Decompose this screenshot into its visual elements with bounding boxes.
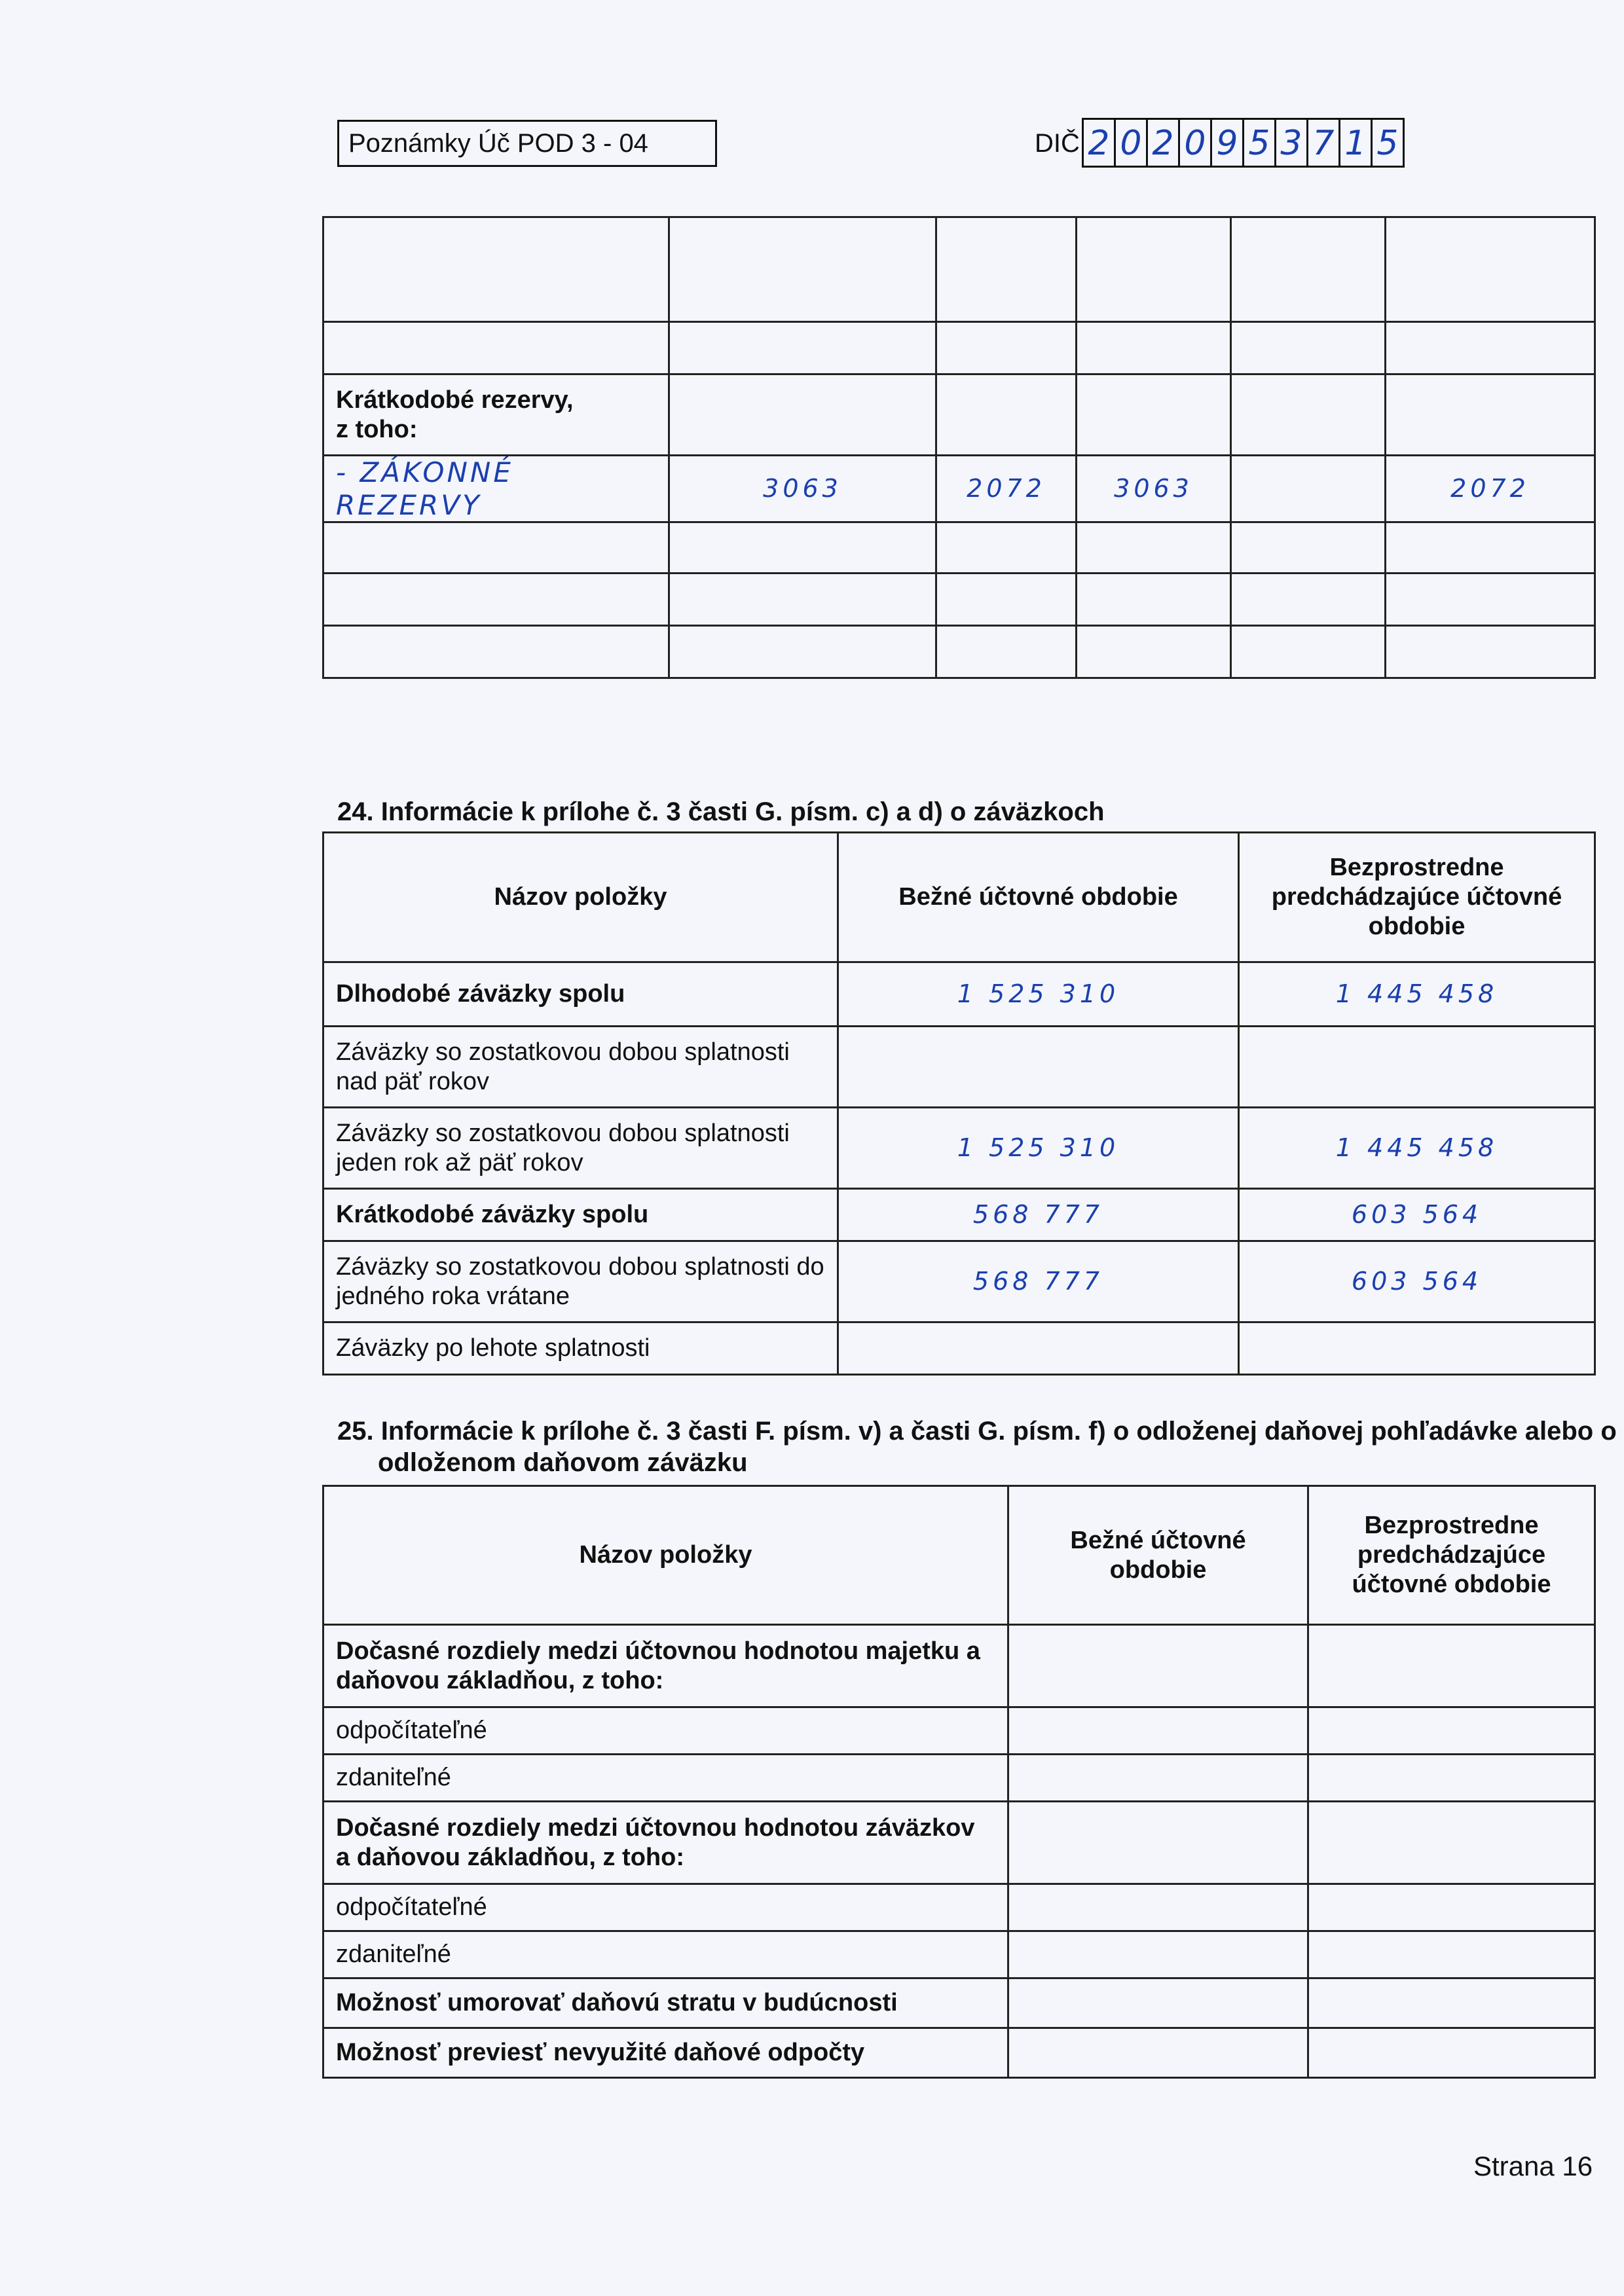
dic-digit: 2 [1082, 118, 1116, 168]
current-value [838, 1027, 1239, 1108]
table-row-label: Dlhodobé záväzky spolu [323, 962, 838, 1027]
previous-value: 1 445 458 [1239, 1108, 1595, 1189]
dic-block [1035, 118, 1405, 170]
statutory-reserves-label: - ZÁKONNÉ REZERVY [323, 456, 669, 522]
dic-digit: 5 [1242, 118, 1276, 168]
deferred-tax-table [322, 1485, 1596, 2079]
dic-digit: 1 [1338, 118, 1373, 168]
dic-digit: 2 [1146, 118, 1180, 168]
dic-digit: 9 [1210, 118, 1244, 168]
dic-digit: 3 [1274, 118, 1308, 168]
table-row-label: Záväzky so zostatkovou dobou splatnosti jeden rok až päť rokov [323, 1108, 838, 1189]
liabilities-table [322, 831, 1596, 1376]
table-row-label: Krátkodobé záväzky spolu [323, 1189, 838, 1241]
dic-digit: 5 [1371, 118, 1405, 168]
table-row-label: Možnosť umorovať daňovú stratu v budúcnosti [323, 1978, 1008, 2028]
reserve-value: 3063 [1077, 456, 1231, 522]
previous-value: 1 445 458 [1239, 962, 1595, 1027]
dic-digit: 7 [1306, 118, 1340, 168]
table-row-label: Možnosť previesť nevyužité daňové odpočty [323, 2028, 1008, 2078]
table-row-label: Záväzky so zostatkovou dobou splatnosti do jedného roka vrátane [323, 1241, 838, 1322]
form-label: Poznámky Úč POD 3 - 04 [348, 129, 648, 158]
current-value: 1 525 310 [838, 962, 1239, 1027]
reserve-value: 2072 [1386, 456, 1595, 522]
current-value: 568 777 [838, 1189, 1239, 1241]
section-24-title: 24. Informácie k prílohe č. 3 časti G. písm. c) a d) o záväzkoch [337, 797, 1105, 826]
table-row-label: Dočasné rozdiely medzi účtovnou hodnotou majetku a daňovou základňou, z toho: [323, 1625, 1008, 1707]
short-term-reserves-label: Krátkodobé rezervy, z toho: [323, 374, 669, 456]
table-row-label: odpočítateľné [323, 1707, 1008, 1755]
dic-digit: 0 [1178, 118, 1212, 168]
deferred-header-current: Bežné účtovné obdobie [1008, 1486, 1308, 1625]
liabilities-header-current: Bežné účtovné obdobie [838, 833, 1239, 962]
reserves-table [322, 216, 1596, 679]
form-label-box [337, 120, 717, 167]
reserve-value: 3063 [669, 456, 936, 522]
table-row-label: Záväzky so zostatkovou dobou splatnosti nad päť rokov [323, 1027, 838, 1108]
deferred-header-name: Názov položky [323, 1486, 1008, 1625]
current-value [838, 1322, 1239, 1375]
reserve-value: 2072 [936, 456, 1077, 522]
page-number: Strana 16 [1473, 2151, 1593, 2181]
previous-value [1239, 1027, 1595, 1108]
liabilities-header-name: Názov položky [323, 833, 838, 962]
current-value: 568 777 [838, 1241, 1239, 1322]
liabilities-header-previous: Bezprostredne predchádzajúce účtovné obdobie [1239, 833, 1595, 962]
deferred-header-previous: Bezprostredne predchádzajúce účtovné obdobie [1308, 1486, 1595, 1625]
table-row-label: odpočítateľné [323, 1884, 1008, 1931]
table-row-label: zdaniteľné [323, 1931, 1008, 1978]
previous-value: 603 564 [1239, 1189, 1595, 1241]
table-row-label: Záväzky po lehote splatnosti [323, 1322, 838, 1375]
dic-label: DIČ [1035, 129, 1080, 158]
table-row-label: Dočasné rozdiely medzi účtovnou hodnotou záväzkov a daňovou základňou, z toho: [323, 1802, 1008, 1884]
section-25-title: 25. Informácie k prílohe č. 3 časti F. písm. v) a časti G. písm. f) o odloženej daňovej pohľadávke alebo o odloženom daňovom záväzku [337, 1417, 1617, 1477]
previous-value [1239, 1322, 1595, 1375]
previous-value: 603 564 [1239, 1241, 1595, 1322]
current-value: 1 525 310 [838, 1108, 1239, 1189]
dic-digit: 0 [1114, 118, 1148, 168]
table-row-label: zdaniteľné [323, 1755, 1008, 1802]
